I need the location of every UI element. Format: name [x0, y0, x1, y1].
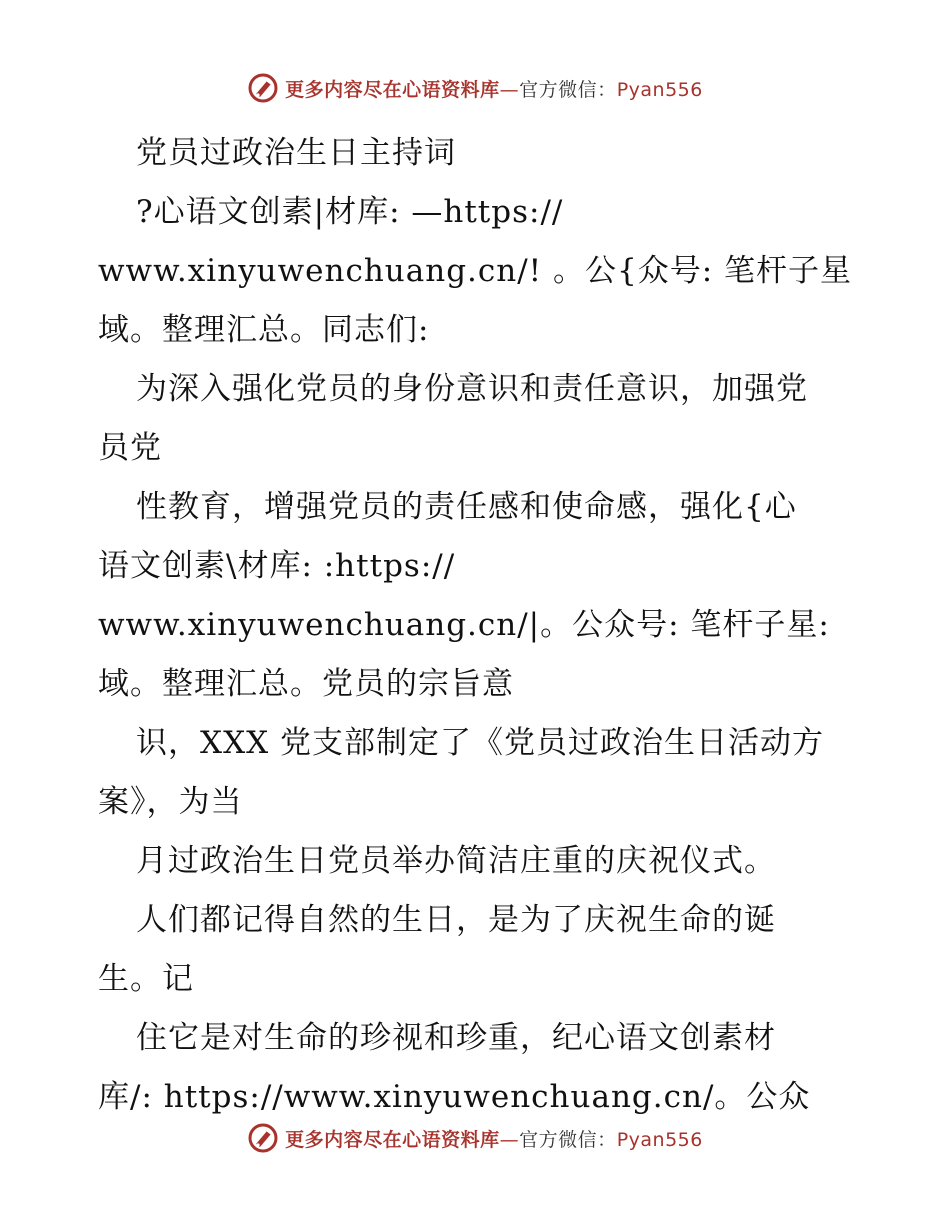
- banner-text: [285, 75, 703, 102]
- banner-separator: —: [499, 78, 520, 101]
- banner-wechat-label: 官方微信：: [519, 1128, 617, 1151]
- banner-brand: 更多内容尽在心语资料库: [285, 78, 500, 101]
- text-line: 域。整理汇总。党员的宗旨意: [98, 666, 514, 702]
- banner-wechat-label: 官方微信：: [519, 78, 617, 101]
- text-line: 库/: https://www.xinyuwenchuang.cn/。公众: [98, 1079, 811, 1115]
- text-line: 人们都记得自然的生日，是为了庆祝生命的诞: [136, 902, 776, 938]
- text-line: 党员过政治生日主持词: [136, 135, 456, 171]
- header-banner: [0, 72, 950, 104]
- pen-logo-icon: [247, 1122, 279, 1154]
- pen-logo-icon: [247, 72, 279, 104]
- text-line: 员党: [98, 430, 162, 466]
- banner-separator: —: [499, 1128, 520, 1151]
- text-line: 月过政治生日党员举办简洁庄重的庆祝仪式。: [136, 843, 776, 879]
- text-line: www.xinyuwenchuang.cn/|。公众号: 笔杆子星:: [98, 607, 830, 643]
- text-line: 域。整理汇总。同志们:: [98, 312, 430, 348]
- text-line: 生。记: [98, 961, 194, 997]
- banner-wechat-id: Pyan556: [616, 78, 703, 101]
- text-line: 性教育，增强党员的责任感和使命感，强化{心: [136, 489, 797, 525]
- text-line: 住它是对生命的珍视和珍重，纪心语文创素材: [136, 1020, 776, 1056]
- document-body: [98, 124, 858, 1127]
- text-line: 语文创素\材库: :https://: [98, 548, 456, 584]
- text-line: 为深入强化党员的身份意识和责任意识，加强党: [136, 371, 808, 407]
- text-line: 案》，为当: [98, 784, 243, 820]
- banner-text: [285, 1125, 703, 1152]
- footer-banner: [0, 1122, 950, 1154]
- text-line: www.xinyuwenchuang.cn/! 。公{众号: 笔杆子星: [98, 253, 853, 289]
- banner-brand: 更多内容尽在心语资料库: [285, 1128, 500, 1151]
- text-line: 识，XXX 党支部制定了《党员过政治生日活动方: [136, 725, 825, 761]
- banner-wechat-id: Pyan556: [616, 1128, 703, 1151]
- text-line: ?心语文创素|材库: —https://: [136, 194, 564, 230]
